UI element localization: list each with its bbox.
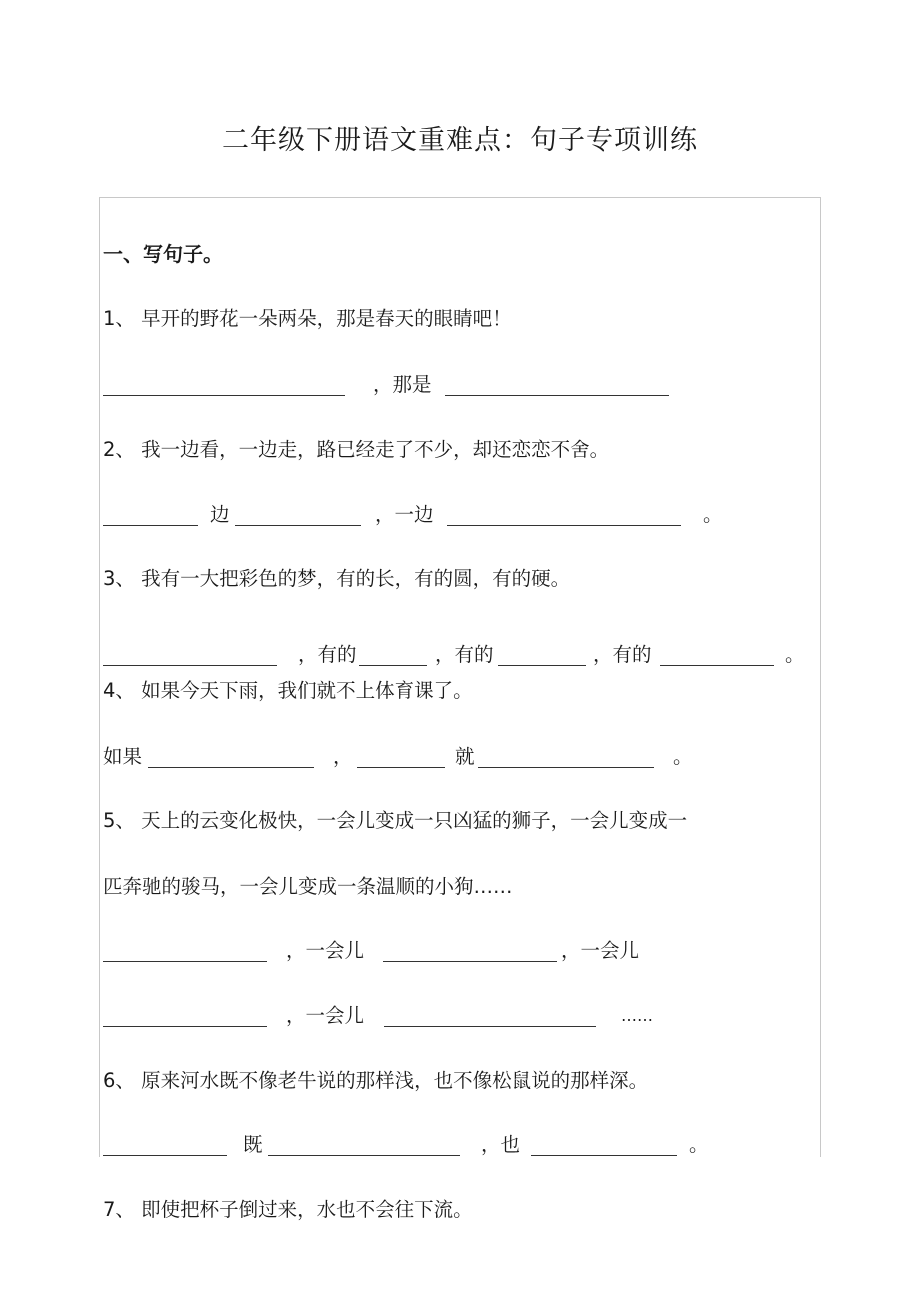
fill-text: 如果 <box>103 745 143 768</box>
fill-text: ，一会儿 <box>286 1004 365 1027</box>
answer-blank[interactable] <box>103 1155 227 1156</box>
answer-blank[interactable] <box>445 395 669 396</box>
answer-blank[interactable] <box>103 525 198 526</box>
question-5-answer-line-2 <box>103 1001 803 1031</box>
answer-blank[interactable] <box>103 665 277 666</box>
fill-text: ，那是 <box>373 373 432 396</box>
answer-blank[interactable] <box>103 961 267 962</box>
fill-text: 。 <box>785 643 805 666</box>
fill-text: …… <box>621 1006 653 1025</box>
section-heading: 一、写句子。 <box>103 242 223 266</box>
fill-text: 。 <box>703 503 723 526</box>
question-4-prompt: 4、 如果今天下雨，我们就不上体育课了。 <box>103 679 473 702</box>
answer-blank[interactable] <box>268 1155 460 1156</box>
page-title: 二年级下册语文重难点：句子专项训练 <box>222 125 698 156</box>
answer-blank[interactable] <box>357 767 445 768</box>
question-7-prompt: 7、 即使把杯子倒过来，水也不会往下流。 <box>103 1198 473 1221</box>
answer-blank[interactable] <box>148 767 314 768</box>
fill-text: 就 <box>455 745 475 768</box>
fill-text: 。 <box>689 1133 709 1156</box>
answer-blank[interactable] <box>660 665 774 666</box>
question-4-answer-line <box>103 742 803 772</box>
question-3-answer-line <box>103 640 813 670</box>
question-6-prompt: 6、 原来河水既不像老牛说的那样浅，也不像松鼠说的那样深。 <box>103 1069 649 1092</box>
fill-text: ，也 <box>481 1133 521 1156</box>
answer-blank[interactable] <box>478 767 654 768</box>
fill-text: 边 <box>210 503 230 526</box>
fill-text: ，一会儿 <box>286 939 365 962</box>
fill-text: 既 <box>243 1133 263 1156</box>
answer-blank[interactable] <box>384 1026 596 1027</box>
question-6-answer-line <box>103 1130 803 1160</box>
question-5-answer-line-1 <box>103 936 803 966</box>
fill-text: ，有的 <box>435 643 494 666</box>
answer-blank[interactable] <box>103 1026 267 1027</box>
answer-blank[interactable] <box>103 395 345 396</box>
answer-blank[interactable] <box>383 961 557 962</box>
answer-blank[interactable] <box>498 665 586 666</box>
answer-blank[interactable] <box>235 525 361 526</box>
question-5-prompt-line-1: 5、 天上的云变化极快，一会儿变成一只凶猛的狮子，一会儿变成一 <box>103 809 688 832</box>
question-5-prompt-line-2: 匹奔驰的骏马，一会儿变成一条温顺的小狗…… <box>103 875 513 898</box>
fill-text: ，一边 <box>375 503 434 526</box>
fill-text: 。 <box>673 745 693 768</box>
fill-text: ，一会儿 <box>561 939 640 962</box>
question-2-prompt: 2、 我一边看，一边走，路已经走了不少，却还恋恋不舍。 <box>103 438 610 461</box>
fill-text: ， <box>333 745 353 768</box>
question-3-prompt: 3、 我有一大把彩色的梦，有的长，有的圆，有的硬。 <box>103 567 571 590</box>
answer-blank[interactable] <box>359 665 427 666</box>
answer-blank[interactable] <box>531 1155 677 1156</box>
fill-text: ，有的 <box>593 643 652 666</box>
fill-text: ，有的 <box>298 643 357 666</box>
answer-blank[interactable] <box>447 525 681 526</box>
question-1-answer-line <box>103 370 803 400</box>
question-2-answer-line <box>103 500 803 530</box>
question-1-prompt: 1、 早开的野花一朵两朵，那是春天的眼睛吧！ <box>103 307 512 330</box>
